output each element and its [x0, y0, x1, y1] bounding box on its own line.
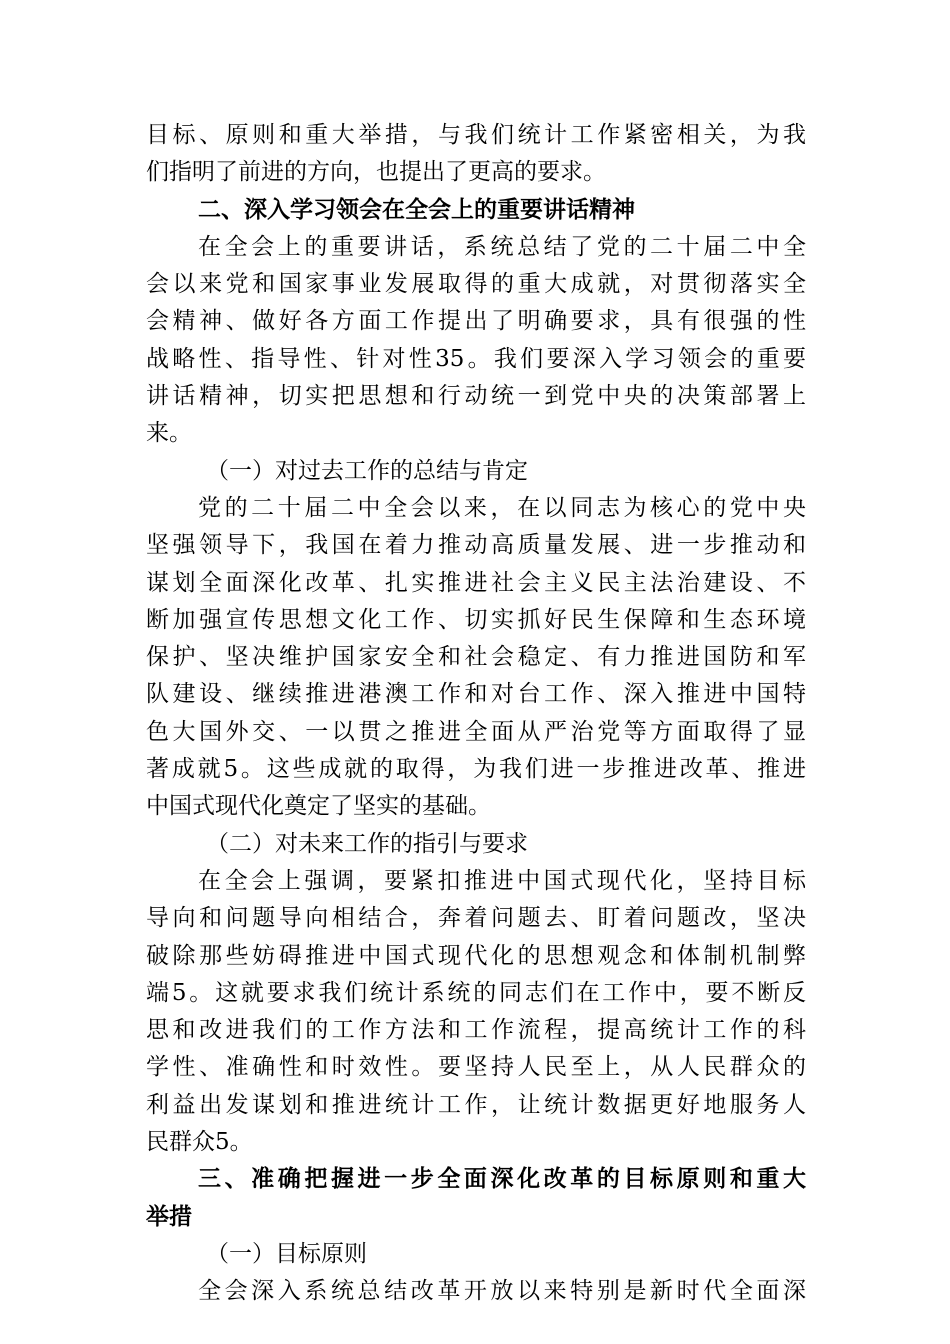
subsection-3-1-heading: （一）目标原则 — [206, 1240, 367, 1267]
paragraph-line: 端5。这就要求我们统计系统的同志们在工作中，要不断反 — [146, 979, 806, 1006]
paragraph-line: 著成就5。这些成就的取得，为我们进一步推进改革、推进 — [146, 756, 806, 783]
paragraph-line: 断加强宣传思想文化工作、切实抓好民生保障和生态环境 — [146, 606, 806, 633]
paragraph-line: 在全会上强调，要紧扣推进中国式现代化，坚持目标 — [198, 867, 806, 894]
intro-paragraph — [146, 117, 806, 192]
paragraph-line: 们指明了前进的方向，也提出了更高的要求。 — [146, 159, 606, 186]
subsection-2-2-heading: （二）对未来工作的指引与要求 — [206, 830, 528, 857]
paragraph-line: 中国式现代化奠定了坚实的基础。 — [146, 793, 491, 820]
subsection-3-1-paragraph — [146, 1273, 806, 1310]
subsection-2-2-paragraph — [146, 863, 806, 1161]
document-page — [146, 117, 806, 1311]
paragraph-line: 思和改进我们的工作方法和工作流程，提高统计工作的科 — [146, 1017, 806, 1044]
paragraph-line: 会精神、做好各方面工作提出了明确要求，具有很强的性 — [146, 308, 806, 335]
paragraph-line: 导向和问题导向相结合，奔着问题去、盯着问题改，坚决 — [146, 905, 806, 932]
paragraph-line: 保护、坚决维护国家安全和社会稳定、有力推进国防和军 — [146, 644, 806, 671]
paragraph-line: 谋划全面深化改革、扎实推进社会主义民主法治建设、不 — [146, 569, 806, 596]
paragraph-line: 利益出发谋划和推进统计工作，让统计数据更好地服务人 — [146, 1091, 806, 1118]
subsection-2-1-paragraph — [146, 490, 806, 826]
subsection-2-1-heading: （一）对过去工作的总结与肯定 — [206, 457, 528, 484]
paragraph-line: 战略性、指导性、针对性35。我们要深入学习领会的重要 — [146, 345, 806, 372]
section-2-paragraph — [146, 229, 806, 453]
paragraph-line: 在全会上的重要讲话，系统总结了党的二十届二中全 — [198, 233, 806, 260]
paragraph-line: 色大国外交、一以贯之推进全面从严治党等方面取得了显 — [146, 718, 806, 745]
paragraph-line: 全会深入系统总结改革开放以来特别是新时代全面深 — [198, 1278, 806, 1305]
paragraph-line: 来。 — [146, 420, 192, 447]
heading-line: 举措 — [146, 1203, 192, 1230]
paragraph-line: 学性、准确性和时效性。要坚持人民至上，从人民群众的 — [146, 1054, 806, 1081]
paragraph-line: 讲话精神，切实把思想和行动统一到党中央的决策部署上 — [146, 383, 806, 410]
paragraph-line: 会以来党和国家事业发展取得的重大成就，对贯彻落实全 — [146, 271, 806, 298]
paragraph-line: 坚强领导下，我国在着力推动高质量发展、进一步推动和 — [146, 532, 806, 559]
heading-line: 三、准确把握进一步全面深化改革的目标原则和重大 — [198, 1166, 806, 1193]
paragraph-line: 破除那些妨碍推进中国式现代化的思想观念和体制机制弊 — [146, 942, 806, 969]
paragraph-line: 民群众5。 — [146, 1129, 253, 1156]
paragraph-line: 目标、原则和重大举措，与我们统计工作紧密相关，为我 — [146, 122, 806, 148]
section-2-heading: 二、深入学习领会在全会上的重要讲话精神 — [198, 196, 635, 223]
paragraph-line: 队建设、继续推进港澳工作和对台工作、深入推进中国特 — [146, 681, 806, 708]
paragraph-line: 党的二十届二中全会以来，在以同志为核心的党中央 — [198, 494, 806, 521]
section-3-heading — [146, 1161, 806, 1236]
